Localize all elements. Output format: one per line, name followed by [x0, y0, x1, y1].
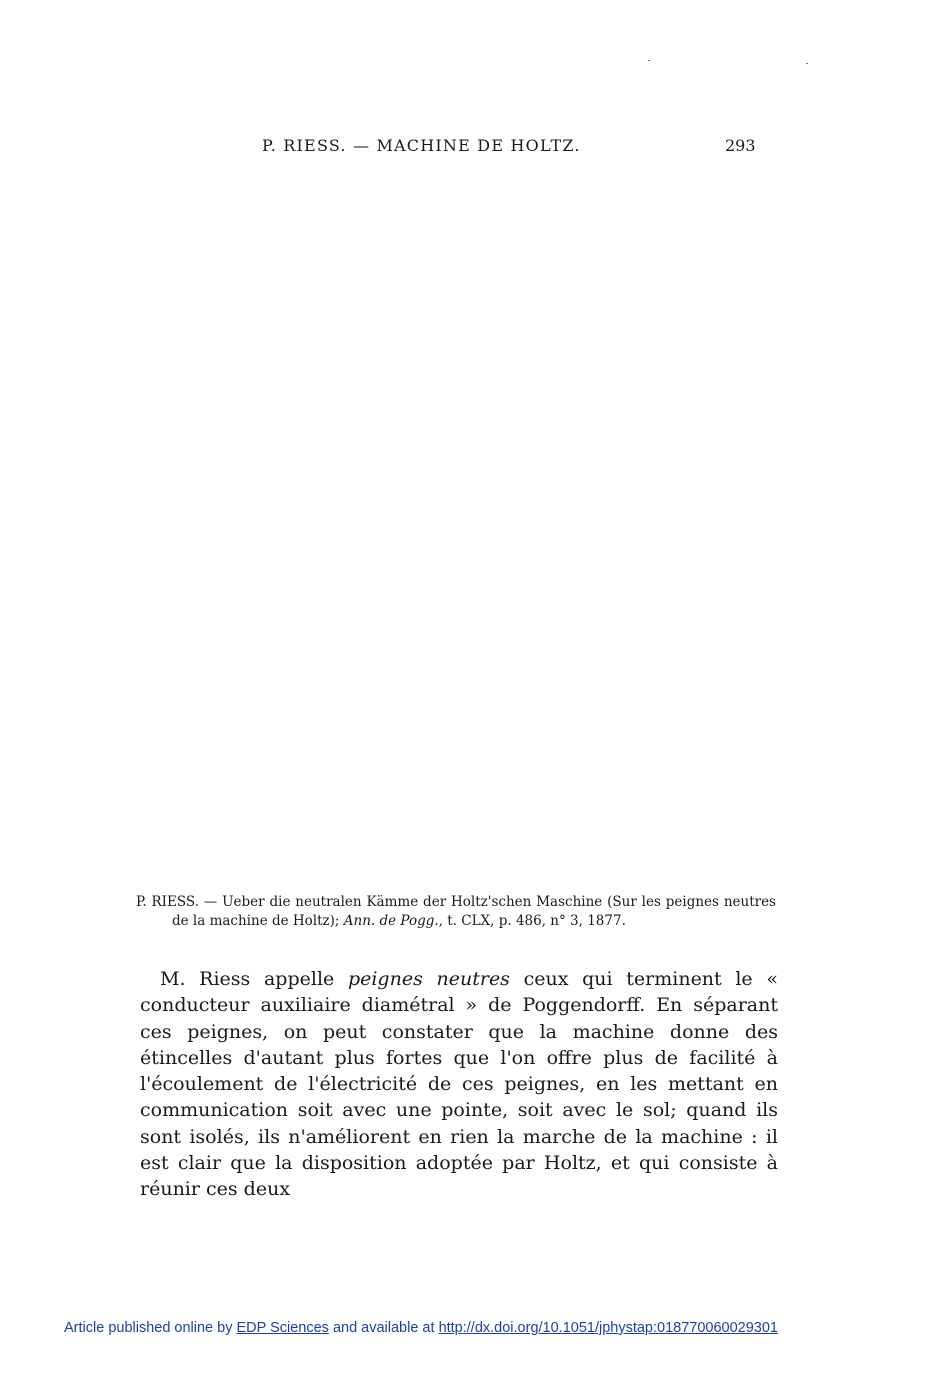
reference-journal: Ann. de Pogg.	[343, 913, 439, 929]
scan-speck	[648, 60, 650, 61]
publisher-link[interactable]: EDP Sciences	[236, 1320, 329, 1336]
body-rest: ceux qui terminent le « conducteur auxiliaire diamétral » de Poggendorff. En séparant ces peignes, on peut constater que la machine donne des étincelles d'autant plus fortes que l'on offre plus de facilité à l'écoulement de l'électricité de ces peignes, en les mettant en communication soit avec une pointe, soit avec le sol; quand ils sont isolés, ils n'améliorent en rien la marche de la machine : il est clair que la disposition adoptée par Holtz, et qui consiste à réunir ces deux	[140, 968, 778, 1201]
body-lead: M. Riess appelle	[160, 968, 348, 990]
scan-speck	[806, 63, 808, 64]
doi-link[interactable]: http://dx.doi.org/10.1051/jphystap:018770060029301	[438, 1320, 778, 1336]
reference-dash: —	[198, 894, 223, 910]
reference-details: , t. CLX, p. 486, n° 3, 1877.	[438, 913, 626, 929]
body-paragraph	[140, 966, 778, 1203]
running-head	[0, 136, 930, 158]
running-title: P. RIESS. — MACHINE DE HOLTZ.	[262, 136, 581, 155]
page-number: 293	[725, 136, 756, 155]
reference-title: Ueber die neutralen Kämme der Holtz'schen Maschine (Sur les peignes neutres de la machine de Holtz);	[172, 894, 776, 929]
reference-author: P. RIESS.	[136, 894, 199, 910]
body-term: peignes neutres	[347, 968, 510, 990]
article-body	[140, 966, 778, 1203]
footer-text-middle: and available at	[328, 1320, 439, 1336]
bibliographic-reference	[136, 893, 776, 931]
footer-text-before: Article published online by	[64, 1320, 237, 1336]
publication-footer	[64, 1320, 778, 1336]
reference-entry	[136, 893, 776, 931]
